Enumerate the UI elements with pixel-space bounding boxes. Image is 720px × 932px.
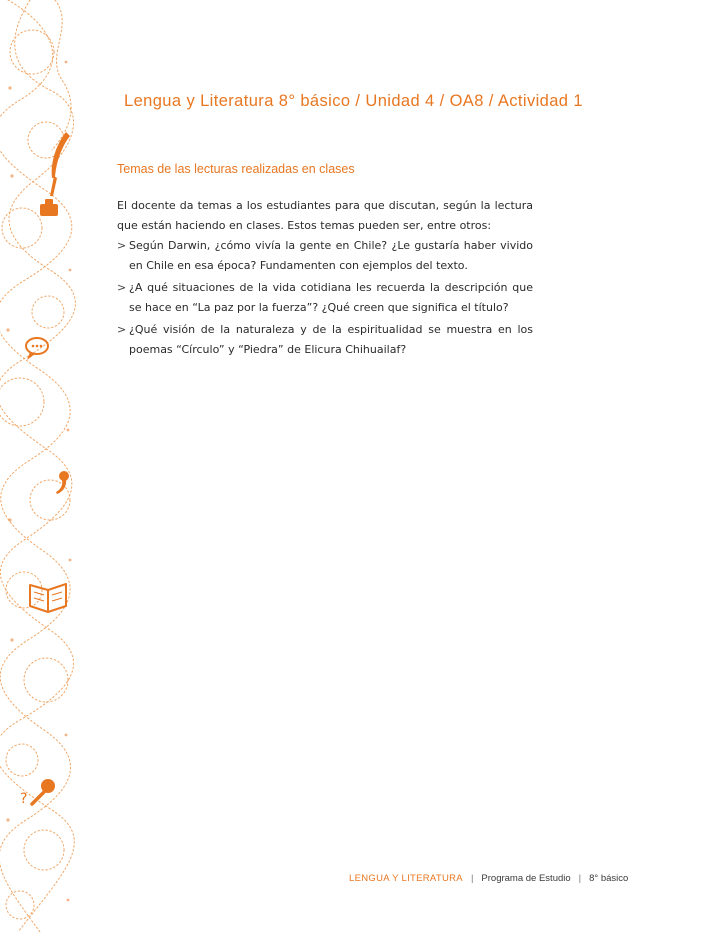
microphone-icon — [20, 779, 55, 807]
decorative-margin — [0, 0, 80, 932]
page-title: Lengua y Literatura 8° básico / Unidad 4 / OA8 / Actividad 1 — [124, 92, 583, 110]
section-title: Temas de las lecturas realizadas en clases — [117, 162, 355, 176]
topic-text: Según Darwin, ¿cómo vivía la gente en Chile? ¿Le gustaría haber vivido en Chile en esa época? Fundamenten con ejemplos del texto. — [129, 239, 533, 272]
chevron-right-icon: > — [117, 239, 127, 252]
intro-paragraph: El docente da temas a los estudiantes para que discutan, según la lectura que están haciendo en clases. Estos temas pueden ser, entre otros: — [117, 199, 533, 232]
footer-grade: 8° básico — [589, 873, 629, 884]
footer-separator: | — [578, 873, 582, 884]
chevron-right-icon: > — [117, 323, 127, 336]
comma-icon — [56, 471, 69, 494]
page-footer — [349, 873, 628, 884]
footer-program: Programa de Estudio — [481, 873, 571, 884]
feather-quill-icon — [50, 132, 70, 196]
svg-text:?: ? — [20, 791, 28, 807]
topic-list — [117, 236, 533, 362]
chevron-right-icon: > — [117, 281, 127, 294]
footer-separator: | — [470, 873, 474, 884]
footer-subject: LENGUA Y LITERATURA — [349, 873, 463, 884]
list-item — [117, 278, 533, 318]
topic-text: ¿Qué visión de la naturaleza y de la espiritualidad se muestra en los poemas “Círculo” y “Piedra” de Elicura Chihuailaf? — [129, 323, 533, 356]
topic-text: ¿A qué situaciones de la vida cotidiana les recuerda la descripción que se hace en “La paz por la fuerza”? ¿Qué creen que significa el título? — [129, 281, 533, 314]
open-book-icon — [30, 584, 66, 612]
inkwell-icon — [40, 199, 58, 216]
list-item — [117, 320, 533, 360]
list-item — [117, 236, 533, 276]
speech-bubble-icon — [26, 338, 48, 360]
